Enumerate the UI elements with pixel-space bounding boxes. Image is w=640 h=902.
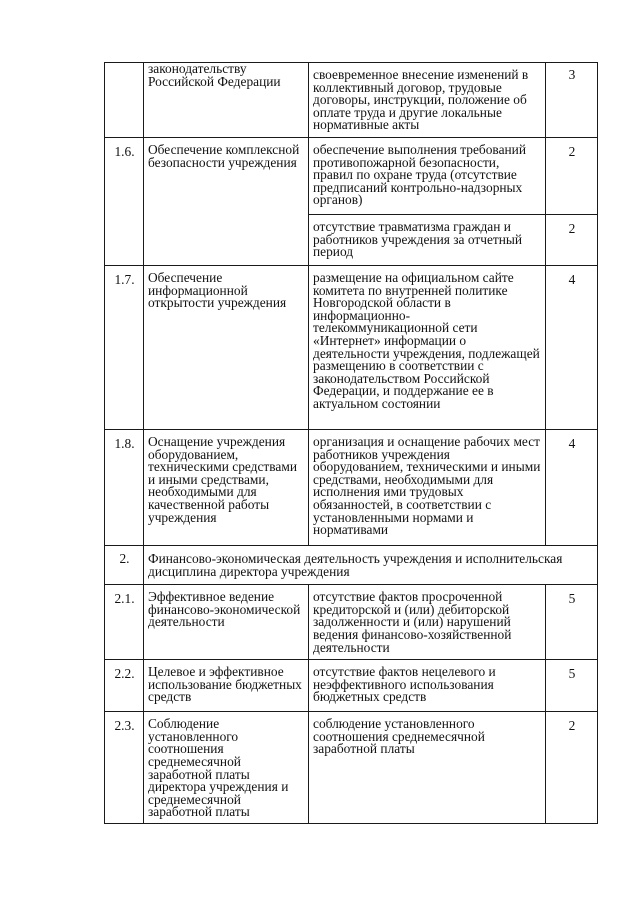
score-value: 3 (546, 63, 598, 138)
indicator-name: Обеспечение комплексной безопасности учреждения (144, 138, 309, 266)
score-value: 4 (546, 430, 598, 546)
score-value: 2 (546, 138, 598, 215)
row-number: 2.3. (105, 712, 144, 824)
indicator-name: законодательству Российской Федерации (144, 63, 309, 138)
table-row (105, 63, 598, 138)
indicator-name: Оснащение учреждения оборудованием, техническими средствами и иными средствами, необходимыми для качественной работы учреждения (144, 430, 309, 546)
row-number: 2.2. (105, 660, 144, 712)
section-row (105, 546, 598, 585)
indicator-name: Соблюдение установленного соотношения среднемесячной заработной платы директора учреждения и среднемесячной заработной платы (144, 712, 309, 824)
table-row (105, 266, 598, 430)
criterion-text: организация и оснащение рабочих мест работников учреждения оборудованием, техническими и иными средствами, необходимыми для исполнения ими трудовых обязанностей, в соответствии с установленными нормами и нормативами (309, 430, 546, 546)
table-row (105, 585, 598, 660)
score-value: 5 (546, 660, 598, 712)
indicator-name: Эффективное ведение финансово-экономической деятельности (144, 585, 309, 660)
row-number (105, 63, 144, 138)
criterion-text: своевременное внесение изменений в коллективный договор, трудовые договоры, инструкции, положение об оплате труда и другие локальные нормативные акты (309, 63, 546, 138)
section-title: Финансово-экономическая деятельность учреждения и исполнительская дисциплина директора учреждения (144, 546, 598, 585)
score-value: 2 (546, 215, 598, 266)
criterion-text: соблюдение установленного соотношения среднемесячной заработной платы (309, 712, 546, 824)
table-row (105, 660, 598, 712)
row-number: 2.1. (105, 585, 144, 660)
criterion-text: отсутствие фактов просроченной кредиторской и (или) дебиторской задолженности и (или) нарушений ведения финансово-хозяйственной деятельности (309, 585, 546, 660)
criteria-table (104, 62, 598, 824)
indicator-name: Обеспечение информационной открытости учреждения (144, 266, 309, 430)
score-value: 2 (546, 712, 598, 824)
row-number: 1.8. (105, 430, 144, 546)
row-number: 1.6. (105, 138, 144, 266)
score-value: 5 (546, 585, 598, 660)
criterion-text: размещение на официальном сайте комитета по внутренней политике Новгородской области в информационно-телекоммуникационной сети «Интернет» информации о деятельности учреждения, подлежащей размещению в соответствии с законодательством Российской Федерации, и поддержание ее в актуальном состоянии (309, 266, 546, 430)
table-row (105, 430, 598, 546)
criterion-text: отсутствие травматизма граждан и работников учреждения за отчетный период (309, 215, 546, 266)
indicator-name: Целевое и эффективное использование бюджетных средств (144, 660, 309, 712)
table-row (105, 138, 598, 215)
criterion-text: обеспечение выполнения требований противопожарной безопасности, правил по охране труда (отсутствие предписаний контрольно-надзорных органов) (309, 138, 546, 215)
row-number: 1.7. (105, 266, 144, 430)
table-row (105, 712, 598, 824)
section-number: 2. (105, 546, 144, 585)
score-value: 4 (546, 266, 598, 430)
criterion-text: отсутствие фактов нецелевого и неэффективного использования бюджетных средств (309, 660, 546, 712)
